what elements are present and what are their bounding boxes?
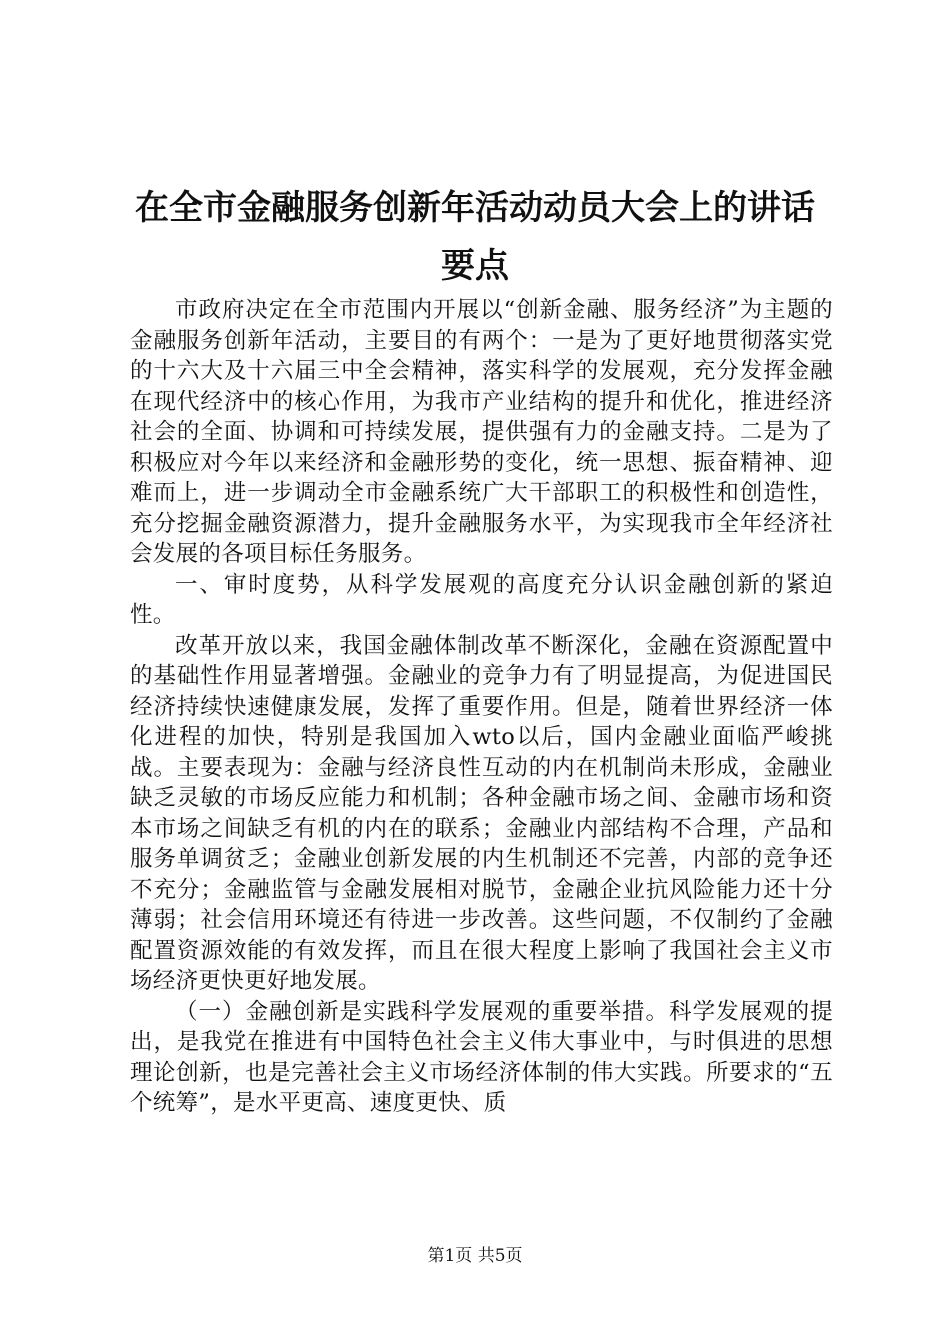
page-number-footer: 第1页 共5页 xyxy=(427,1246,523,1266)
document-body xyxy=(130,295,833,1119)
document-title-line2: 要点 xyxy=(441,246,509,286)
document-title-line1: 在全市金融服务创新年活动动员大会上的讲话 xyxy=(135,188,815,228)
paragraph-intro: 市政府决定在全市范围内开展以“创新金融、服务经济”为主题的金融服务创新年活动，主要目的有两个：一是为了更好地贯彻落实党的十六大及十六届三中全会精神，落实科学的发展观，充分发挥金融在现代经济中的核心作用，为我市产业结构的提升和优化，推进经济社会的全面、协调和可持续发展，提供强有力的金融支持。二是为了积极应对今年以来经济和金融形势的变化，统一思想、振奋精神、迎难而上，进一步调动全市金融系统广大干部职工的积极性和创造性，充分挖掘金融资源潜力，提升金融服务水平，为实现我市全年经济社会发展的各项目标任务服务。 xyxy=(130,297,833,567)
paragraph-reform: 改革开放以来，我国金融体制改革不断深化，金融在资源配置中的基础性作用显著增强。金融业的竞争力有了明显提高，为促进国民经济持续快速健康发展，发挥了重要作用。但是，随着世界经济一体化进程的加快，特别是我国加入wto以后，国内金融业面临严峻挑战。主要表现为：金融与经济良性互动的内在机制尚未形成，金融业缺乏灵敏的市场反应能力和机制；各种金融市场之间、金融市场和资本市场之间缺乏有机的内在的联系；金融业内部结构不合理，产品和服务单调贫乏；金融业创新发展的内生机制还不完善，内部的竞争还不充分；金融监管与金融发展相对脱节，金融企业抗风险能力还十分薄弱；社会信用环境还有待进一步改善。这些问题，不仅制约了金融配置资源效能的有效发挥，而且在很大程度上影响了我国社会主义市场经济更快更好地发展。 xyxy=(130,632,833,994)
paragraph-section-heading: 一、审时度势，从科学发展观的高度充分认识金融创新的紧迫性。 xyxy=(130,571,833,628)
paragraph-subsection-1: （一）金融创新是实践科学发展观的重要举措。科学发展观的提出，是我党在推进有中国特色社会主义伟大事业中，与时俱进的思想理论创新，也是完善社会主义市场经济体制的伟大实践。所要求的“五个统筹”，是水平更高、速度更快、质 xyxy=(130,998,833,1116)
